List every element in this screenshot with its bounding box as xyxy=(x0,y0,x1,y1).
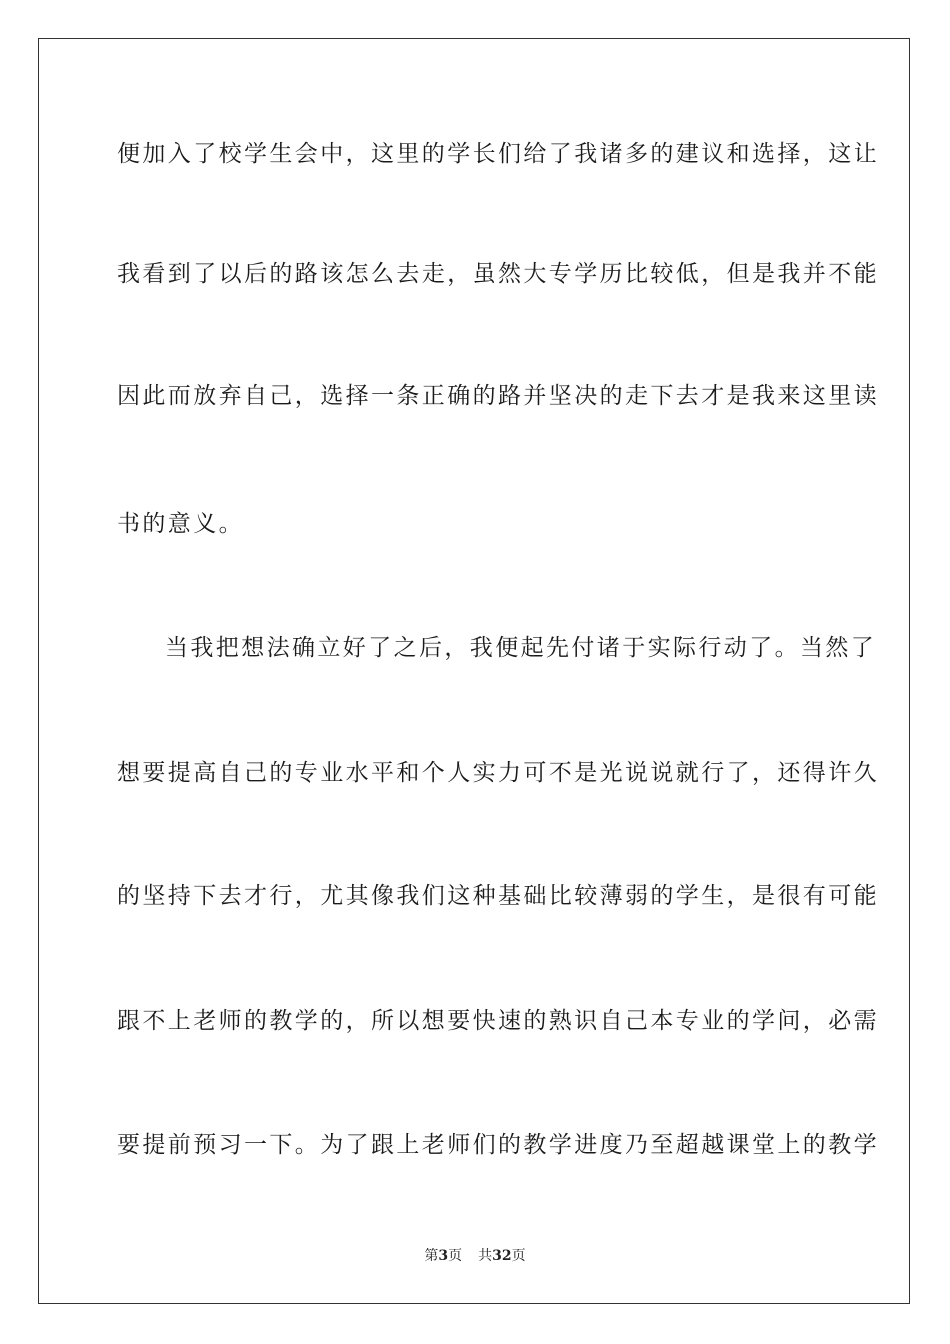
text-line-9: 要提前预习一下。为了跟上老师们的教学进度乃至超越课堂上的教学 xyxy=(117,1132,879,1158)
page-border xyxy=(38,38,910,1304)
text-line-1: 便加入了校学生会中，这里的学长们给了我诸多的建议和选择，这让 xyxy=(117,141,879,167)
total-pages: 32 xyxy=(492,1248,512,1264)
text-line-3: 因此而放弃自己，选择一条正确的路并坚决的走下去才是我来这里读 xyxy=(117,383,879,409)
text-line-5-paragraph-start: 当我把想法确立好了之后，我便起先付诸于实际行动了。当然了 xyxy=(165,635,877,661)
text-line-6: 想要提高自己的专业水平和个人实力可不是光说说就行了，还得许久 xyxy=(117,760,879,786)
page-prefix: 第 xyxy=(424,1248,439,1264)
page-suffix: 页 xyxy=(448,1248,463,1264)
text-line-8: 跟不上老师的教学的，所以想要快速的熟识自己本专业的学问，必需 xyxy=(117,1008,879,1034)
page-footer xyxy=(0,1246,950,1266)
total-prefix: 共 xyxy=(478,1248,493,1264)
total-suffix: 页 xyxy=(511,1248,526,1264)
page-number: 3 xyxy=(438,1248,449,1264)
text-line-7: 的坚持下去才行，尤其像我们这种基础比较薄弱的学生，是很有可能 xyxy=(117,883,879,909)
text-line-2: 我看到了以后的路该怎么去走，虽然大专学历比较低，但是我并不能 xyxy=(117,261,879,287)
text-line-4: 书的意义。 xyxy=(117,511,244,537)
